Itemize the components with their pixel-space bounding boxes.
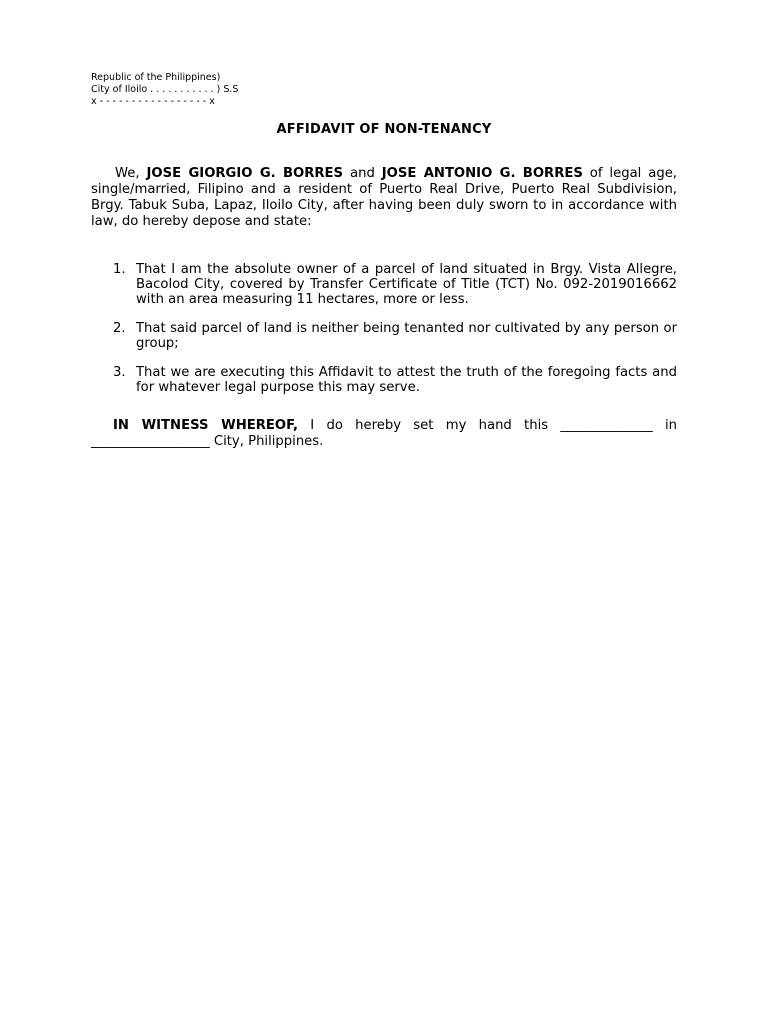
witness-text: I do hereby set my hand this ______________ in __________________ City, Philippines. — [91, 418, 677, 449]
list-item-text: That I am the absolute owner of a parcel of land situated in Brgy. Vista Allegre, Bacolod City, covered by Transfer Certificate of Title (TCT) No. 092-2019016662 with an area measuring 11 hectares, more or less. — [136, 262, 677, 307]
witness-heading: IN WITNESS WHEREOF, — [113, 418, 299, 433]
affiant-name-1: JOSE GIORGIO G. BORRES — [146, 166, 344, 181]
list-item-number: 2. — [113, 321, 126, 336]
list-item-number: 3. — [113, 365, 126, 380]
venue-header — [91, 72, 238, 108]
list-item — [91, 321, 677, 351]
venue-line-city: City of Iloilo . . . . . . . . . . . ) S.S — [91, 84, 239, 95]
list-item — [91, 365, 677, 395]
list-item — [91, 262, 677, 307]
intro-we: We, — [115, 166, 140, 181]
intro-paragraph — [91, 166, 677, 230]
statement-list — [91, 262, 677, 409]
list-item-text: That said parcel of land is neither being tenanted nor cultivated by any person or group; — [136, 321, 677, 351]
venue-line-separator: x - - - - - - - - - - - - - - - - - x — [91, 96, 215, 107]
document-title: AFFIDAVIT OF NON-TENANCY — [276, 122, 492, 137]
intro-rest: of legal age, single/married, Filipino and a resident of Puerto Real Drive, Puerto Real Subdivision, Brgy. Tabuk Suba, Lapaz, Iloilo City, after having been duly sworn to in accordance with law, do hereby depose and state: — [91, 166, 678, 229]
venue-line-republic: Republic of the Philippines) — [91, 72, 221, 83]
witness-paragraph — [91, 418, 677, 450]
intro-and: and — [350, 166, 375, 181]
affiant-name-2: JOSE ANTONIO G. BORRES — [381, 166, 583, 181]
list-item-number: 1. — [113, 262, 126, 277]
list-item-text: That we are executing this Affidavit to attest the truth of the foregoing facts and for whatever legal purpose this may serve. — [136, 365, 677, 395]
